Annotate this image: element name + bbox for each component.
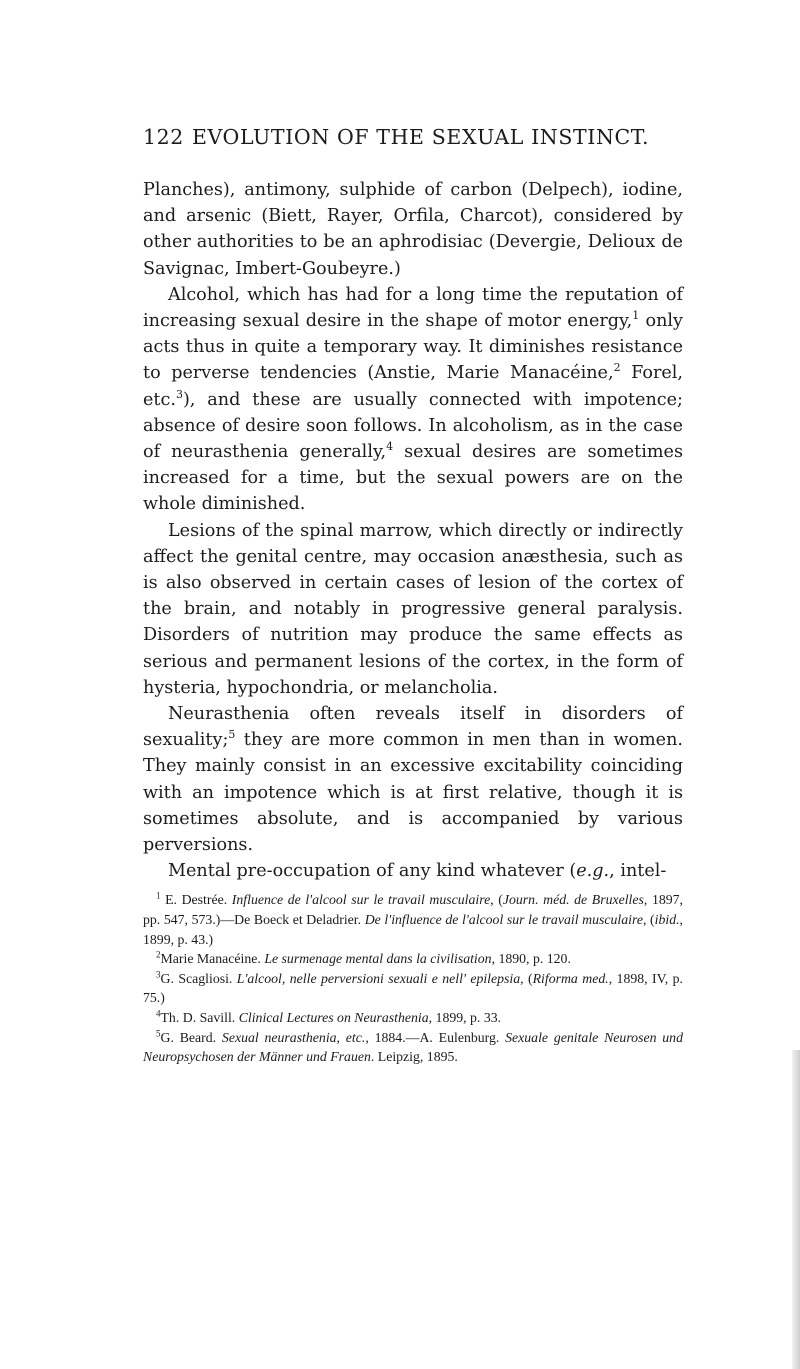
paragraph-1: Planches), antimony, sulphide of carbon (Delpech), iodine, and arsenic (Biett, Rayer, Orfila, Charcot), considered by other authorities to be an aphrodisiac (Devergie, Delioux de Savignac, Imbert-Goubeyre.) [143,180,683,279]
fn-text: . Leipzig, 1895. [370,1049,458,1065]
footnote-2 [143,949,683,969]
fn-italic: Journ. méd. de Bruxelles [502,892,644,908]
footnote-5 [143,1028,683,1067]
fn-text: , 1899, p. 43.) [143,912,683,947]
text-run: sexual desires are sometimes increased for a time, but the sexual powers are on the whole diminished. [143,442,683,515]
text-run: ), and these are usually connected with impotence; absence of desire soon follows. In alcoholism, as in the case of neurasthenia generally, [143,389,683,463]
footnotes [143,890,683,1066]
fn-italic: Sexual neurasthenia, etc. [221,1029,366,1045]
text-run: Forel, etc. [143,363,683,410]
footnote-ref-1: 1 [632,309,640,323]
footnote-4 [143,1008,683,1028]
footnote-ref-4: 4 [386,440,394,454]
paragraph-4 [143,701,683,858]
book-page [143,122,683,1067]
footnote-ref-3: 3 [175,387,183,401]
text-run: , intel- [609,861,667,882]
footnote-mark: 4 [156,1008,161,1019]
fn-italic: Clinical Lectures on Neurasthenia [238,1010,429,1026]
text-run: Alcohol, which has had for a long time the reputation of increasing sexual desire in the shape of motor energy, [143,284,683,332]
fn-text: , 1897, pp. 547, 573.)—De Boeck et Deladrier. [143,892,683,928]
fn-text: G. Scagliosi. [160,970,237,986]
paragraph-2 [143,282,683,518]
fn-text: , 1898, IV, p. 75.) [143,970,683,1006]
footnote-mark: 2 [156,949,161,960]
page-edge-shadow [792,1050,800,1369]
paragraph-5 [143,858,683,884]
fn-text: , ( [642,912,655,928]
footnote-mark: 1 [156,890,161,901]
fn-text: , 1884.—A. Eulenburg. [365,1029,506,1045]
body-text [143,177,683,884]
fn-italic: ibid. [654,912,680,928]
page-number: 122 [143,125,184,149]
footnote-3 [143,969,683,1008]
text-run: Neurasthenia often reveals itself in disorders of sexuality; [143,704,683,751]
fn-text: G. Beard. [160,1029,222,1045]
fn-italic: Le surmenage mental dans la civilisation [264,951,492,967]
fn-italic: Influence de l'alcool sur le travail musculaire [231,892,491,908]
text-run: only acts thus in quite a temporary way. It diminishes resistance to perverse tendencies (Anstie, Marie Manacéine, [143,311,683,384]
fn-italic: L'alcool, nelle perversioni sexuali e nell' epilepsia [236,970,521,986]
fn-italic: De l'influence de l'alcool sur le travail musculaire [364,912,643,928]
footnote-ref-5: 5 [228,728,236,742]
paragraph-3: Lesions of the spinal marrow, which directly or indirectly affect the genital centre, may occasion anæsthesia, such as is also observed in certain cases of lesion of the cortex of the brain, and notably in progressive general paralysis. Disorders of nutrition may produce the same effects as serious and permanent lesions of the cortex, in the form of hysteria, hypochondria, or melancholia. [143,520,683,698]
fn-text: , ( [490,892,503,908]
footnote-mark: 5 [156,1028,161,1039]
fn-text: Marie Manacéine. [160,951,265,967]
fn-text: , 1890, p. 120. [491,951,571,967]
fn-text: E. Destrée. [160,892,232,908]
text-run: Mental pre-occupation of any kind whatever ( [168,861,577,882]
running-header [143,122,683,152]
fn-text: , 1899, p. 33. [428,1010,502,1026]
fn-text: , ( [520,970,533,986]
fn-italic: Riforma med. [532,970,609,986]
footnote-1 [143,890,683,949]
fn-text: Th. D. Savill. [160,1010,239,1026]
running-title: EVOLUTION OF THE SEXUAL INSTINCT. [191,125,650,149]
footnote-mark: 3 [156,969,161,980]
fn-italic: Sexuale genitale Neurosen und Neuropsychosen der Männer und Frauen [143,1029,683,1065]
footnote-ref-2: 2 [613,361,621,375]
text-run: they are more common in men than in women. They mainly consist in an excessive excitability coinciding with an impotence which is at first relative, though it is sometimes absolute, and is accompanied by various perversions. [143,730,683,856]
text-run-italic: e.g. [576,861,610,882]
